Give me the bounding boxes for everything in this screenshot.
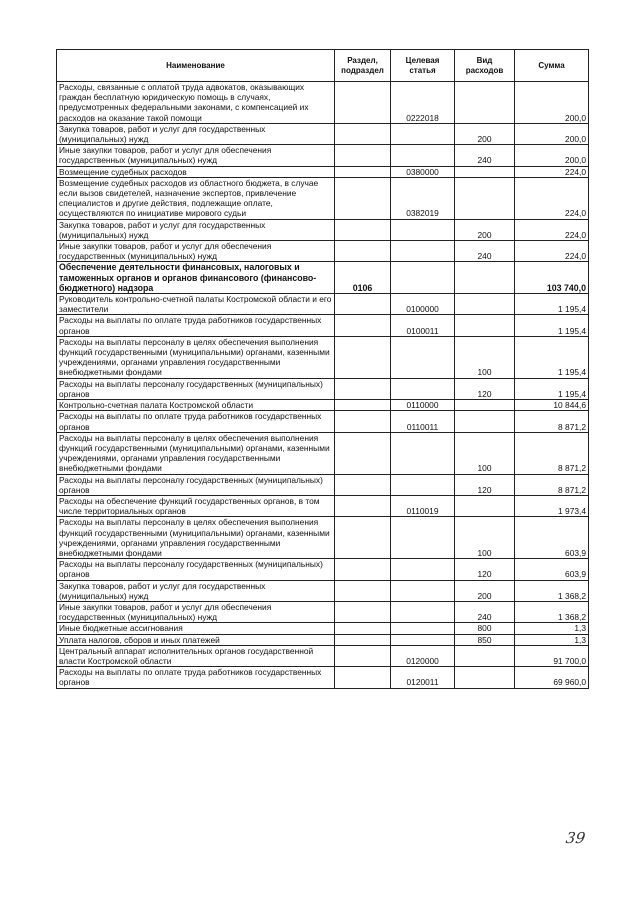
table-cell-section <box>335 241 391 262</box>
table-cell-kind: 120 <box>455 378 515 399</box>
table-cell-target <box>391 474 455 495</box>
table-cell-section <box>335 634 391 645</box>
table-body <box>57 82 589 689</box>
table-cell-name: Расходы на обеспечение функций государственных органов, в том числе территориальных органов <box>57 495 335 516</box>
table-cell-section <box>335 623 391 634</box>
table-cell-target <box>391 580 455 601</box>
table-cell-name: Уплата налогов, сборов и иных платежей <box>57 634 335 645</box>
table-cell-section <box>335 336 391 378</box>
table-cell-section <box>335 517 391 559</box>
table-cell-kind <box>455 645 515 666</box>
table-cell-name: Закупка товаров, работ и услуг для государственных (муниципальных) нужд <box>57 219 335 240</box>
table-cell-kind: 800 <box>455 623 515 634</box>
table-row <box>57 495 589 516</box>
table-cell-name: Расходы на выплаты персоналу в целях обеспечения выполнения функций государственными (муниципальными) органами, казенными учреждениями, органами управления государственными внебюджетными фондами <box>57 432 335 474</box>
table-cell-section <box>335 219 391 240</box>
table-cell-name: Обеспечение деятельности финансовых, налоговых и таможенных органов и органов финансового (финансово-бюджетного) надзора <box>57 262 335 294</box>
table-cell-sum: 1 368,2 <box>515 601 589 622</box>
header-name: Наименование <box>57 50 335 82</box>
table-cell-sum: 200,0 <box>515 82 589 124</box>
table-cell-sum: 1 368,2 <box>515 580 589 601</box>
table-cell-name: Расходы на выплаты персоналу государственных (муниципальных) органов <box>57 559 335 580</box>
table-cell-kind <box>455 166 515 177</box>
table-cell-kind: 100 <box>455 517 515 559</box>
table-cell-target <box>391 336 455 378</box>
table-cell-kind: 240 <box>455 601 515 622</box>
table-cell-section <box>335 145 391 166</box>
table-row <box>57 559 589 580</box>
table-cell-section <box>335 123 391 144</box>
table-cell-name: Иные закупки товаров, работ и услуг для обеспечения государственных (муниципальных) нужд <box>57 601 335 622</box>
table-row <box>57 294 589 315</box>
table-row <box>57 123 589 144</box>
table-cell-sum: 69 960,0 <box>515 667 589 688</box>
table-cell-name: Возмещение судебных расходов <box>57 166 335 177</box>
table-cell-target <box>391 241 455 262</box>
table-cell-kind <box>455 495 515 516</box>
table-cell-name: Расходы на выплаты по оплате труда работников государственных органов <box>57 667 335 688</box>
table-cell-sum: 224,0 <box>515 177 589 219</box>
table-cell-target <box>391 517 455 559</box>
table-row <box>57 645 589 666</box>
table-cell-section <box>335 411 391 432</box>
table-cell-sum: 8 871,2 <box>515 432 589 474</box>
table-cell-name: Руководитель контрольно-счетной палаты Костромской области и его заместители <box>57 294 335 315</box>
table-row <box>57 601 589 622</box>
table-cell-target: 0110019 <box>391 495 455 516</box>
table-cell-target <box>391 219 455 240</box>
table-cell-name: Контрольно-счетная палата Костромской области <box>57 400 335 411</box>
table-cell-sum: 1 195,4 <box>515 378 589 399</box>
table-cell-sum: 1 973,4 <box>515 495 589 516</box>
table-cell-name: Закупка товаров, работ и услуг для государственных (муниципальных) нужд <box>57 123 335 144</box>
table-row <box>57 432 589 474</box>
table-cell-kind: 240 <box>455 145 515 166</box>
table-cell-section <box>335 474 391 495</box>
table-cell-sum: 200,0 <box>515 145 589 166</box>
table-cell-section <box>335 667 391 688</box>
table-cell-name: Расходы на выплаты по оплате труда работников государственных органов <box>57 411 335 432</box>
table-row <box>57 400 589 411</box>
table-cell-target <box>391 623 455 634</box>
table-cell-target <box>391 262 455 294</box>
table-row <box>57 82 589 124</box>
table-cell-kind: 850 <box>455 634 515 645</box>
table-header-row <box>57 50 589 82</box>
table-cell-name: Иные закупки товаров, работ и услуг для обеспечения государственных (муниципальных) нужд <box>57 241 335 262</box>
table-cell-kind: 200 <box>455 219 515 240</box>
table-cell-name: Центральный аппарат исполнительных органов государственной власти Костромской области <box>57 645 335 666</box>
table-cell-kind <box>455 177 515 219</box>
table-cell-name: Иные закупки товаров, работ и услуг для обеспечения государственных (муниципальных) нужд <box>57 145 335 166</box>
table-cell-kind: 120 <box>455 474 515 495</box>
table-cell-sum: 1,3 <box>515 623 589 634</box>
table-cell-kind: 100 <box>455 336 515 378</box>
table-row <box>57 336 589 378</box>
header-target: Целевая статья <box>391 50 455 82</box>
page-number: 39 <box>564 829 587 847</box>
table-cell-name: Расходы на выплаты персоналу в целях обеспечения выполнения функций государственными (муниципальными) органами, казенными учреждениями, органами управления государственными внебюджетными фондами <box>57 517 335 559</box>
table-row <box>57 177 589 219</box>
table-cell-name: Закупка товаров, работ и услуг для государственных (муниципальных) нужд <box>57 580 335 601</box>
table-cell-section <box>335 645 391 666</box>
table-cell-kind: 200 <box>455 580 515 601</box>
table-cell-name: Расходы на выплаты персоналу государственных (муниципальных) органов <box>57 378 335 399</box>
table-cell-target: 0100000 <box>391 294 455 315</box>
table-cell-section <box>335 378 391 399</box>
table-row <box>57 145 589 166</box>
table-cell-kind <box>455 294 515 315</box>
table-cell-sum: 224,0 <box>515 166 589 177</box>
table-cell-target: 0110000 <box>391 400 455 411</box>
table-cell-section: 0106 <box>335 262 391 294</box>
table-cell-name: Расходы, связанные с оплатой труда адвокатов, оказывающих граждан бесплатную юридическую помощь в случаях, предусмотренных федеральными законами, с компенсацией их расходов на оказание такой помощи <box>57 82 335 124</box>
table-cell-kind <box>455 667 515 688</box>
table-cell-kind <box>455 82 515 124</box>
table-cell-kind: 240 <box>455 241 515 262</box>
table-cell-name: Расходы на выплаты по оплате труда работников государственных органов <box>57 315 335 336</box>
table-cell-sum: 603,9 <box>515 559 589 580</box>
header-kind: Вид расходов <box>455 50 515 82</box>
table-cell-sum: 1 195,4 <box>515 315 589 336</box>
header-sum: Сумма <box>515 50 589 82</box>
table-cell-kind: 100 <box>455 432 515 474</box>
table-cell-section <box>335 177 391 219</box>
table-cell-sum: 1 195,4 <box>515 336 589 378</box>
table-cell-name: Расходы на выплаты персоналу государственных (муниципальных) органов <box>57 474 335 495</box>
table-cell-section <box>335 495 391 516</box>
table-cell-sum: 91 700,0 <box>515 645 589 666</box>
table-cell-sum: 8 871,2 <box>515 411 589 432</box>
table-row <box>57 219 589 240</box>
table-cell-sum: 1 195,4 <box>515 294 589 315</box>
table-cell-name: Иные бюджетные ассигнования <box>57 623 335 634</box>
table-cell-target: 0222018 <box>391 82 455 124</box>
table-cell-section <box>335 559 391 580</box>
table-cell-target: 0100011 <box>391 315 455 336</box>
table-cell-target: 0380000 <box>391 166 455 177</box>
table-cell-section <box>335 601 391 622</box>
table-cell-kind <box>455 411 515 432</box>
table-cell-target: 0110011 <box>391 411 455 432</box>
table-cell-target: 0120011 <box>391 667 455 688</box>
table-cell-kind <box>455 262 515 294</box>
table-row <box>57 411 589 432</box>
table-cell-sum: 103 740,0 <box>515 262 589 294</box>
table-cell-target: 0382019 <box>391 177 455 219</box>
table-cell-section <box>335 400 391 411</box>
table-cell-target <box>391 123 455 144</box>
table-row <box>57 474 589 495</box>
table-cell-target <box>391 634 455 645</box>
table-cell-sum: 603,9 <box>515 517 589 559</box>
table-cell-section <box>335 580 391 601</box>
table-cell-target <box>391 432 455 474</box>
table-row <box>57 315 589 336</box>
table-cell-target <box>391 559 455 580</box>
table-cell-name: Расходы на выплаты персоналу в целях обеспечения выполнения функций государственными (муниципальными) органами, казенными учреждениями, органами управления государственными внебюджетными фондами <box>57 336 335 378</box>
table-cell-target <box>391 601 455 622</box>
table-cell-sum: 10 844,6 <box>515 400 589 411</box>
table-cell-section <box>335 294 391 315</box>
table-cell-section <box>335 315 391 336</box>
table-cell-sum: 200,0 <box>515 123 589 144</box>
table-cell-sum: 224,0 <box>515 219 589 240</box>
table-cell-kind <box>455 315 515 336</box>
table-cell-target <box>391 378 455 399</box>
table-cell-kind: 200 <box>455 123 515 144</box>
table-row <box>57 634 589 645</box>
table-row <box>57 378 589 399</box>
table-cell-target <box>391 145 455 166</box>
table-cell-section <box>335 82 391 124</box>
table-row <box>57 166 589 177</box>
table-cell-kind <box>455 400 515 411</box>
table-row <box>57 241 589 262</box>
table-row <box>57 623 589 634</box>
table-cell-section <box>335 166 391 177</box>
table-cell-sum: 1,3 <box>515 634 589 645</box>
table-cell-kind: 120 <box>455 559 515 580</box>
table-cell-sum: 224,0 <box>515 241 589 262</box>
table-row <box>57 667 589 688</box>
header-section: Раздел, подраздел <box>335 50 391 82</box>
table-row <box>57 262 589 294</box>
table-cell-name: Возмещение судебных расходов из областного бюджета, в случае если вызов свидетелей, назначение экспертов, привлечение специалистов и другие действия, подлежащие оплате, осуществляются по инициативе мирового судьи <box>57 177 335 219</box>
table-row <box>57 580 589 601</box>
table-cell-section <box>335 432 391 474</box>
table-cell-sum: 8 871,2 <box>515 474 589 495</box>
table-cell-target: 0120000 <box>391 645 455 666</box>
table-row <box>57 517 589 559</box>
budget-table <box>56 49 589 689</box>
